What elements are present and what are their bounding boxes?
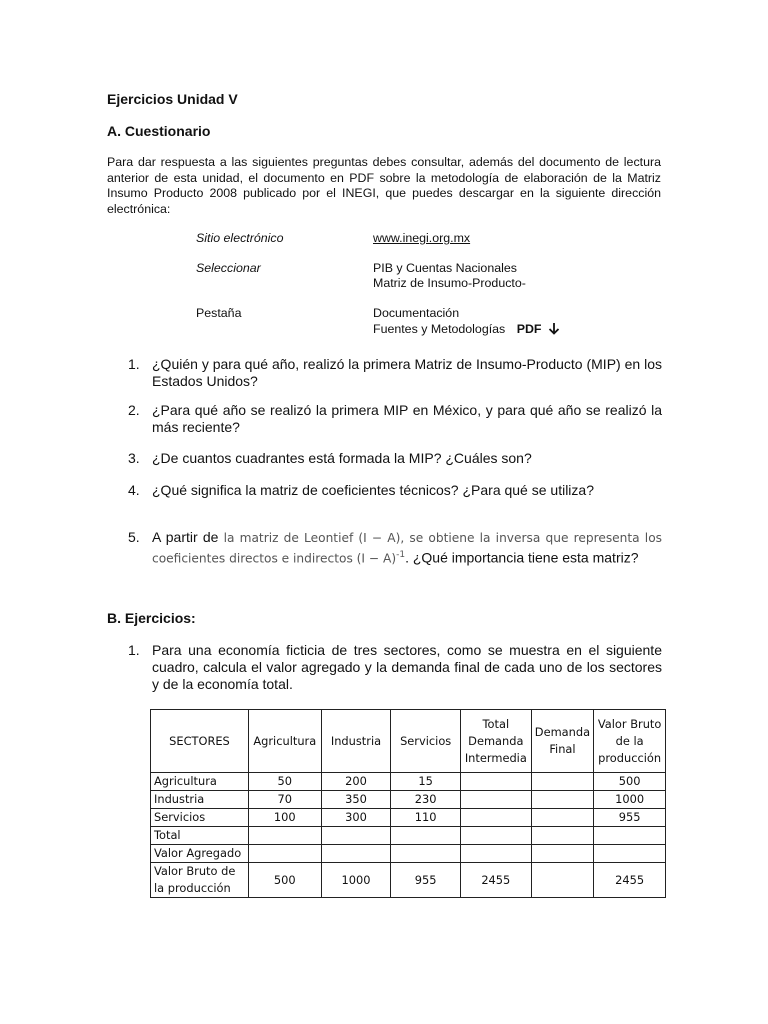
table-header: Industria <box>321 710 391 773</box>
table-cell: 70 <box>248 791 321 809</box>
table-cell <box>594 827 666 845</box>
table-cell <box>531 773 594 791</box>
table-header: Valor Bruto de la producción <box>594 710 666 773</box>
table-cell: 1000 <box>594 791 666 809</box>
table-cell <box>391 845 461 863</box>
tab-line-2: Fuentes y Metodologías <box>373 322 506 336</box>
table-header: Demanda Final <box>531 710 594 773</box>
table-cell <box>248 845 321 863</box>
table-cell: 500 <box>248 863 321 898</box>
download-arrow-icon[interactable] <box>548 322 560 336</box>
table-cell: Servicios <box>151 809 249 827</box>
site-label: Sitio electrónico <box>196 231 284 245</box>
table-cell <box>248 827 321 845</box>
exercise-number: 1. <box>128 642 140 658</box>
site-link[interactable]: www.inegi.org.mx <box>373 231 471 245</box>
table-cell: 15 <box>391 773 461 791</box>
table-cell <box>460 791 531 809</box>
table-cell <box>531 827 594 845</box>
table-cell <box>460 773 531 791</box>
table-cell: 300 <box>321 809 391 827</box>
table-cell <box>321 827 391 845</box>
question-number: 2. <box>128 402 140 418</box>
table-cell: 200 <box>321 773 391 791</box>
question-text <box>152 529 662 568</box>
question-number: 3. <box>128 450 140 466</box>
table-cell: Valor Agregado <box>151 845 249 863</box>
section-a-heading: A. Cuestionario <box>107 123 211 139</box>
select-label: Seleccionar <box>196 261 261 275</box>
table-header: Total Demanda Intermedia <box>460 710 531 773</box>
table-cell: 955 <box>594 809 666 827</box>
table-row <box>151 791 666 809</box>
question-text: ¿Qué significa la matriz de coeficientes técnicos? ¿Para qué se utiliza? <box>152 482 594 498</box>
question-text: ¿Quién y para qué año, realizó la primera Matriz de Insumo-Producto (MIP) en los Estados Unidos? <box>152 356 662 389</box>
table-cell: 500 <box>594 773 666 791</box>
tab-line-1: Documentación <box>373 306 460 320</box>
table-cell <box>594 845 666 863</box>
table-cell <box>531 845 594 863</box>
table-cell <box>460 845 531 863</box>
tab-line-2-row <box>373 322 560 338</box>
table-cell: 230 <box>391 791 461 809</box>
table-cell: Industria <box>151 791 249 809</box>
question-text: ¿Para qué año se realizó la primera MIP en México, y para qué año se realizó la más reciente? <box>152 402 662 435</box>
question-text: ¿De cuantos cuadrantes está formada la MIP? ¿Cuáles son? <box>152 450 532 466</box>
table-cell: Total <box>151 827 249 845</box>
table-cell: 955 <box>391 863 461 898</box>
select-line-1: PIB y Cuentas Nacionales <box>373 261 517 275</box>
table-cell: 350 <box>321 791 391 809</box>
q5-part-1: A partir de <box>152 529 224 545</box>
tab-label: Pestaña <box>196 306 242 320</box>
table-row <box>151 863 666 898</box>
table-header-row <box>151 710 666 773</box>
table-header: Agricultura <box>248 710 321 773</box>
table-cell <box>460 809 531 827</box>
table-cell <box>460 827 531 845</box>
table-cell: Agricultura <box>151 773 249 791</box>
question-number: 1. <box>128 356 140 372</box>
question-number: 4. <box>128 482 140 498</box>
table-cell <box>531 863 594 898</box>
table-row <box>151 845 666 863</box>
pdf-link[interactable]: PDF <box>516 322 542 336</box>
table-row <box>151 827 666 845</box>
table-row <box>151 773 666 791</box>
select-line-2: Matriz de Insumo-Producto- <box>373 276 526 290</box>
table-cell: 110 <box>391 809 461 827</box>
table-header: SECTORES <box>151 710 249 773</box>
question-number: 5. <box>128 529 140 545</box>
table-cell: 2455 <box>594 863 666 898</box>
table-cell <box>321 845 391 863</box>
table-cell: 2455 <box>460 863 531 898</box>
table-cell <box>531 809 594 827</box>
table-row <box>151 809 666 827</box>
intro-paragraph: Para dar respuesta a las siguientes preguntas debes consultar, además del documento de lectura anterior de esta unidad, el documento en PDF sobre la metodología de elaboración de la Matriz Insumo Producto 2008 publicado por el INEGI, que puedes descargar en la siguiente dirección electrónica: <box>107 155 661 216</box>
mip-table <box>150 709 666 898</box>
table-header: Servicios <box>391 710 461 773</box>
table-cell: 50 <box>248 773 321 791</box>
table-cell <box>391 827 461 845</box>
q5-superscript: -1 <box>396 550 406 560</box>
q5-part-3: . ¿Qué importancia tiene esta matriz? <box>405 549 639 566</box>
table-cell: 100 <box>248 809 321 827</box>
table-cell <box>531 791 594 809</box>
exercise-text: Para una economía ficticia de tres sectores, como se muestra en el siguiente cuadro, calcula el valor agregado y la demanda final de cada uno de los sectores y de la economía total. <box>152 642 662 692</box>
section-b-heading: B. Ejercicios: <box>107 610 196 626</box>
q5-part-2: la matriz de Leontief (I − A), se obtiene la inversa que representa los coeficientes directos e indirectos (I − A) <box>152 531 662 566</box>
table-cell: Valor Bruto de la producción <box>151 863 249 898</box>
document-title: Ejercicios Unidad V <box>107 91 238 107</box>
table-cell: 1000 <box>321 863 391 898</box>
